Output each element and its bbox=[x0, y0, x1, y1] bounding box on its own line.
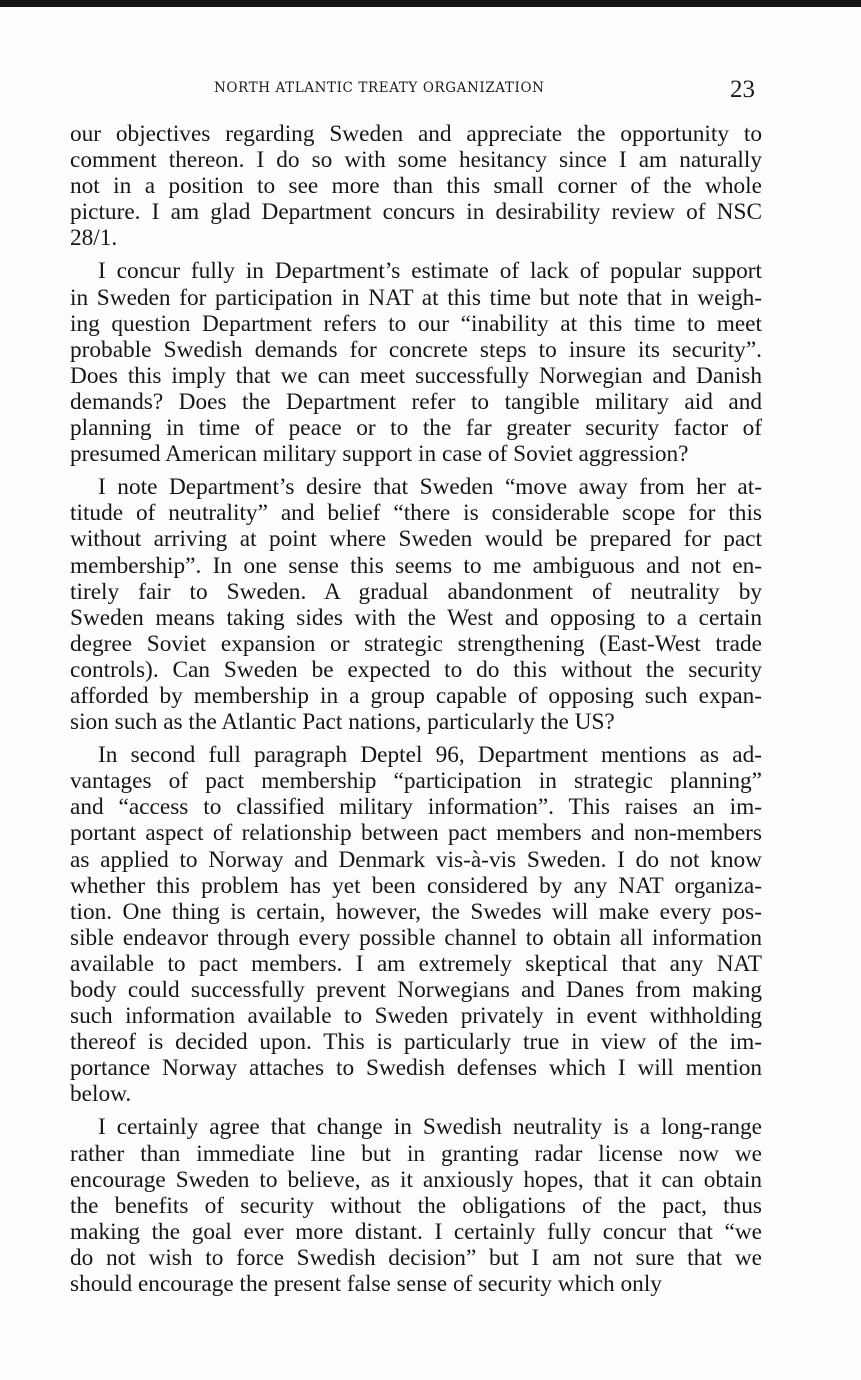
text-line: and “access to classified military information”. This raises an im- bbox=[70, 794, 762, 821]
text-line: ing question Department refers to our “inability at this time to meet bbox=[70, 310, 762, 337]
text-line: I certainly agree that change in Swedish neutrality is a long-range bbox=[98, 1114, 762, 1141]
text-line: planning in time of peace or to the far greater security factor of bbox=[70, 415, 762, 442]
paragraph-gap bbox=[70, 251, 762, 258]
text-line: thereof is decided upon. This is particularly true in view of the im- bbox=[70, 1029, 762, 1056]
paragraph-1 bbox=[70, 121, 762, 251]
text-line: I note Department’s desire that Sweden “move away from her at- bbox=[98, 474, 762, 501]
text-line: picture. I am glad Department concurs in desirability review of NSC bbox=[70, 199, 762, 226]
text-line: titude of neutrality” and belief “there is considerable scope for this bbox=[70, 500, 762, 527]
text-line: without arriving at point where Sweden would be prepared for pact bbox=[70, 526, 762, 553]
paragraph-gap bbox=[70, 1107, 762, 1114]
paragraph-gap bbox=[70, 467, 762, 474]
text-line: comment thereon. I do so with some hesitancy since I am naturally bbox=[70, 147, 762, 174]
text-line: rather than immediate line but in granting radar license now we bbox=[70, 1140, 762, 1167]
paragraph-3 bbox=[70, 474, 762, 735]
text-line: available to pact members. I am extremely skeptical that any NAT bbox=[70, 950, 762, 977]
text-line: 28/1. bbox=[70, 225, 118, 252]
paragraph-5 bbox=[70, 1114, 762, 1297]
text-line: not in a position to see more than this small corner of the whole bbox=[70, 173, 762, 200]
text-line: should encourage the present false sense of security which only bbox=[70, 1271, 662, 1298]
text-line: making the goal ever more distant. I certainly fully concur that “we bbox=[70, 1218, 762, 1245]
text-line: membership”. In one sense this seems to me ambiguous and not en- bbox=[70, 552, 762, 579]
text-line: degree Soviet expansion or strategic strengthening (East-West trade bbox=[70, 630, 762, 657]
page-number: 23 bbox=[730, 76, 755, 103]
running-title: NORTH ATLANTIC TREATY ORGANIZATION bbox=[214, 80, 545, 96]
text-line: the benefits of security without the obligations of the pact, thus bbox=[70, 1192, 762, 1219]
text-line: probable Swedish demands for concrete steps to insure its security”. bbox=[70, 336, 762, 363]
text-line: portant aspect of relationship between pact members and non-members bbox=[70, 820, 762, 847]
paragraph-gap bbox=[70, 735, 762, 742]
text-line: Sweden means taking sides with the West and opposing to a certain bbox=[70, 604, 762, 631]
text-line: sible endeavor through every possible channel to obtain all information bbox=[70, 924, 762, 951]
text-line: sion such as the Atlantic Pact nations, particularly the US? bbox=[70, 709, 615, 736]
text-line: our objectives regarding Sweden and appreciate the opportunity to bbox=[70, 121, 762, 147]
text-line: portance Norway attaches to Swedish defenses which I will mention bbox=[70, 1055, 762, 1082]
text-line: whether this problem has yet been considered by any NAT organiza- bbox=[70, 872, 762, 899]
text-line: below. bbox=[70, 1081, 132, 1108]
text-line: such information available to Sweden privately in event withholding bbox=[70, 1003, 762, 1030]
text-line: presumed American military support in case of Soviet aggression? bbox=[70, 441, 689, 468]
text-line: vantages of pact membership “participation in strategic planning” bbox=[70, 768, 762, 795]
text-line: demands? Does the Department refer to tangible military aid and bbox=[70, 388, 762, 415]
body-text bbox=[70, 121, 762, 1297]
text-line: tion. One thing is certain, however, the Swedes will make every pos- bbox=[70, 898, 762, 925]
paragraph-4 bbox=[70, 742, 762, 1107]
text-line: Does this imply that we can meet successfully Norwegian and Danish bbox=[70, 362, 762, 389]
text-line: afforded by membership in a group capable of opposing such expan- bbox=[70, 682, 762, 709]
text-line: I concur fully in Department’s estimate of lack of popular support bbox=[98, 258, 762, 285]
text-line: do not wish to force Swedish decision” but I am not sure that we bbox=[70, 1244, 762, 1271]
text-line: encourage Sweden to believe, as it anxiously hopes, that it can obtain bbox=[70, 1166, 762, 1193]
text-line: in Sweden for participation in NAT at this time but note that in weigh- bbox=[70, 284, 762, 311]
text-line: as applied to Norway and Denmark vis-à-vis Sweden. I do not know bbox=[70, 846, 762, 873]
text-line: tirely fair to Sweden. A gradual abandonment of neutrality by bbox=[70, 578, 762, 605]
text-line: body could successfully prevent Norwegians and Danes from making bbox=[70, 977, 762, 1003]
text-line: In second full paragraph Deptel 96, Department mentions as ad- bbox=[98, 742, 762, 769]
text-line: controls). Can Sweden be expected to do this without the security bbox=[70, 656, 762, 683]
paragraph-2 bbox=[70, 258, 762, 467]
